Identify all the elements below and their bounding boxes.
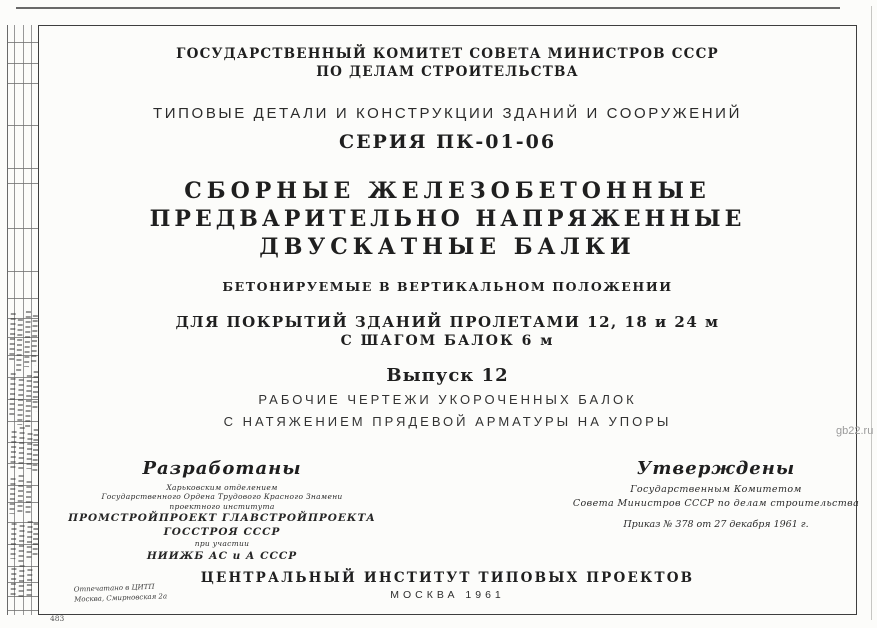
- main-title-line2: ПРЕДВАРИТЕЛЬНО НАПРЯЖЕННЫЕ: [149, 206, 746, 232]
- illegible-handwriting-marks: [24, 311, 31, 367]
- issue-subtitle-line2: С НАТЯЖЕНИЕМ ПРЯДЕВОЙ АРМАТУРЫ НА УПОРЫ: [223, 414, 672, 429]
- series-caption: ТИПОВЫЕ ДЕТАЛИ И КОНСТРУКЦИИ ЗДАНИЙ И СООРУЖЕНИЙ: [153, 105, 742, 122]
- issue-subtitle-line1: РАБОЧИЕ ЧЕРТЕЖИ УКОРОЧЕННЫХ БАЛОК: [258, 392, 637, 407]
- sidebar-rule-horizontal: [8, 125, 38, 126]
- illegible-handwriting-marks: [27, 569, 33, 597]
- main-title-line3: ДВУСКАТНЫЕ БАЛКИ: [259, 234, 636, 260]
- approved-block: [560, 458, 872, 530]
- print-note: [74, 582, 168, 605]
- developed-org-line: при участии: [194, 539, 250, 549]
- print-note-line1: Отпечатано в ЦИТП: [73, 582, 155, 594]
- sidebar-rule-horizontal: [8, 228, 38, 229]
- sidebar-rule-horizontal: [8, 610, 38, 611]
- approved-org-line: Совета Министров СССР по делам строительства: [572, 498, 860, 510]
- sidebar-rule-horizontal: [8, 183, 38, 184]
- approved-heading: Утверждены: [636, 458, 796, 479]
- sidebar-rule-horizontal: [8, 168, 38, 169]
- sidebar-rule-horizontal: [8, 83, 38, 84]
- developed-block: [62, 458, 382, 563]
- developed-org-line: ПРОМСТРОЙПРОЕКТ ГЛАВСТРОЙПРОЕКТА: [68, 512, 376, 525]
- sidebar-rule-horizontal: [8, 271, 38, 272]
- watermark-text: gb22.ru: [836, 425, 874, 437]
- publisher-city-year: МОСКВА 1961: [390, 589, 505, 601]
- developed-org-line: ГОССТРОЯ СССР: [163, 526, 281, 539]
- sidebar-rule-horizontal: [8, 421, 38, 422]
- issue-title: Выпуск 12: [386, 365, 509, 386]
- illegible-handwriting-marks: [10, 523, 16, 559]
- print-note-line2: Москва, Смирновская 2а: [74, 592, 168, 604]
- approved-org-line: Государственным Комитетом: [630, 484, 802, 495]
- application-line1: ДЛЯ ПОКРЫТИЙ ЗДАНИЙ ПРОЛЕТАМИ 12, 18 и 24 м: [175, 313, 720, 331]
- illegible-handwriting-marks: [11, 568, 17, 596]
- developed-org-line: Государственного Ордена Трудового Красного Знамени: [101, 492, 343, 502]
- series-title: СЕРИЯ ПК-01-06: [338, 131, 557, 153]
- developed-org-line: проектного института: [169, 501, 275, 511]
- developed-heading: Разработаны: [142, 458, 302, 479]
- illegible-handwriting-marks: [31, 315, 38, 365]
- casting-note: БЕТОНИРУЕМЫЕ В ВЕРТИКАЛЬНОМ ПОЛОЖЕНИИ: [222, 279, 673, 294]
- sidebar-rule-horizontal: [8, 63, 38, 64]
- org-name-line2: ПО ДЕЛАМ СТРОИТЕЛЬСТВА: [316, 64, 579, 80]
- developed-org-line: Харьковским отделением: [166, 483, 278, 492]
- developed-org-line: НИИЖБ АС и А СССР: [146, 549, 298, 562]
- sheet-code: 483: [50, 614, 65, 623]
- org-name-line1: ГОСУДАРСТВЕННЫЙ КОМИТЕТ СОВЕТА МИНИСТРОВ СССР: [176, 46, 719, 62]
- title-block-sidebar: [7, 25, 38, 615]
- illegible-handwriting-marks: [16, 319, 23, 371]
- application-line2: С ШАГОМ БАЛОК 6 м: [340, 333, 555, 349]
- sidebar-rule-horizontal: [8, 42, 38, 43]
- approval-order-line: Приказ № 378 от 27 декабря 1961 г.: [623, 518, 809, 530]
- publisher-name: ЦЕНТРАЛЬНЫЙ ИНСТИТУТ ТИПОВЫХ ПРОЕКТОВ: [200, 570, 695, 586]
- paper-edge-top: [16, 7, 840, 9]
- sidebar-rule-horizontal: [8, 298, 38, 299]
- main-title-line1: СБОРНЫЕ ЖЕЛЕЗОБЕТОННЫЕ: [184, 178, 711, 204]
